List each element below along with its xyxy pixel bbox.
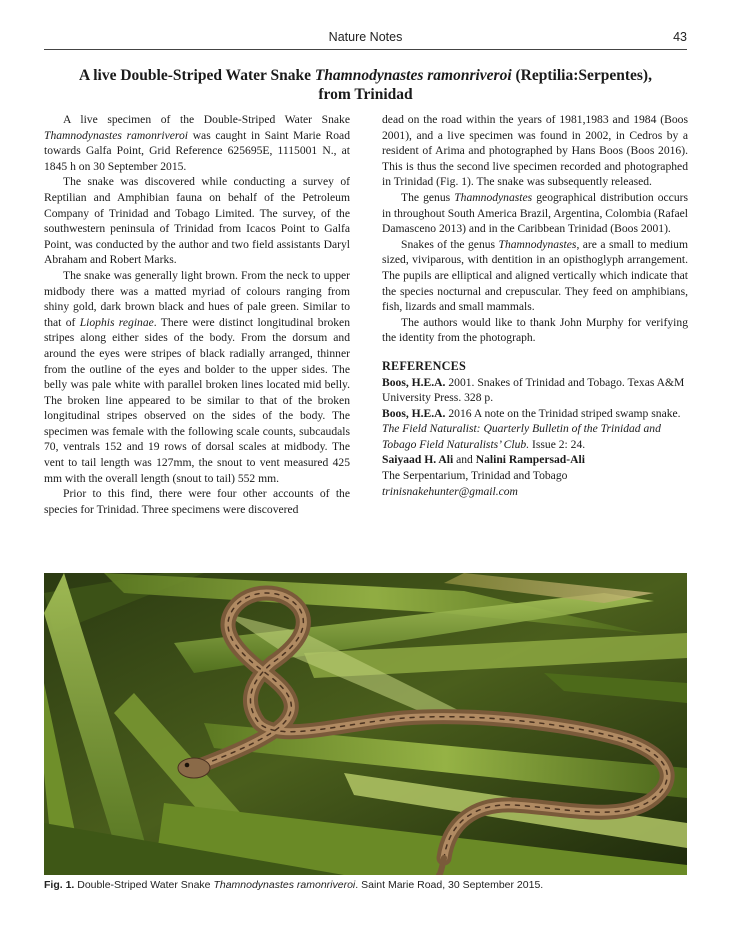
scientific-name: Thamnodynastes xyxy=(454,190,533,204)
text-run: geographical distribution occurs in throughout South America Brazil, Argentina, Colombia (Rafael Damasceno 2013) and in the Caribbean Trinidad (Boos 2001). xyxy=(382,190,688,236)
references-heading: REFERENCES xyxy=(382,358,466,373)
scientific-name: Thamnodynastes ramonriveroi xyxy=(44,128,189,142)
title-scientific-name: Thamnodynastes ramonriveroi xyxy=(314,67,512,84)
caption-scientific-name: Thamnodynastes ramonriveroi xyxy=(213,879,356,891)
reference-journal: The Field Naturalist: Quarterly Bulletin of the Trinidad and Tobago Field Naturalists’ Club. xyxy=(382,422,661,451)
paragraph: The snake was discovered while conducting a survey of Reptilian and Amphibian fauna on behalf of the Petroleum Company of Trinidad and Tobago Limited. The survey, of the southwestern peninsula of Trinidad from Icacos Point to Galfa Point, was conducted by the author and two field assistants Daryl Abraham and Robert Marks. xyxy=(44,175,350,267)
title-suffix: (Reptilia:Serpentes), xyxy=(511,67,652,84)
author-email: trinisnakehunter@gmail.com xyxy=(382,484,518,498)
text-run: , are a small to medium sized, viviparous, with dentition in an opisthoglyph arrangement. The pupils are elliptical and aligned vertically which indicate that the species nocturnal and crepuscular. They feed on amphibians, fish, lizards and small mammals. xyxy=(382,237,688,314)
figure-caption xyxy=(44,879,687,891)
right-column xyxy=(382,112,688,499)
title-line-2: from Trinidad xyxy=(318,86,413,103)
photo-illustration xyxy=(44,573,687,875)
article-title xyxy=(44,66,687,104)
journal-section-name: Nature Notes xyxy=(328,30,403,44)
author-name: Nalini Rampersad-Ali xyxy=(475,453,585,467)
caption-text: Double-Striped Water Snake xyxy=(74,879,214,891)
reference-author: Boos, H.E.A. xyxy=(382,406,446,420)
text-run: The snake was generally light brown. From the neck to upper midbody there was a matted myriad of colours ranging from shiny gold, dark brown black and hues of pale green. Similar to that of xyxy=(44,268,350,329)
paragraph xyxy=(44,112,350,174)
running-header xyxy=(44,28,687,48)
paragraph: dead on the road within the years of 1981,1983 and 1984 (Boos 2001), and a live specimen was found in 2002, in Cedros by a resident of Arima and photographed by Hans Boos (Boos 2016). This is thus the second live specimen recorded and photographed in Trinidad (Fig. 1). The snake was subsequently released. xyxy=(382,113,688,189)
author-name: Saiyaad H. Ali xyxy=(382,453,454,467)
text-run: A live specimen of the Double-Striped Water Snake xyxy=(63,113,350,126)
paragraph xyxy=(44,268,350,486)
reference-text: Issue 2: 24. xyxy=(529,437,586,451)
figure-label: Fig. 1. xyxy=(44,879,75,891)
title-prefix: A live Double-Striped Water Snake xyxy=(79,67,315,84)
text-run: was caught in Saint Marie Road towards Galfa Point, Grid Reference 625695E, 1115001 N., at 1845 h on 30 September 2015. xyxy=(44,128,350,173)
caption-text: . Saint Marie Road, 30 September 2015. xyxy=(355,879,544,891)
reference-item xyxy=(382,375,688,406)
scientific-name: Liophis reginae xyxy=(79,315,154,329)
left-column xyxy=(44,112,350,517)
paragraph xyxy=(382,237,688,315)
reference-text: 2001. Snakes of Trinidad and Tobago. Texas A&M University Press. 328 p. xyxy=(382,375,685,405)
reference-author: Boos, H.E.A. xyxy=(382,375,446,389)
paragraph: Prior to this find, there were four other accounts of the species for Trinidad. Three specimens were discovered xyxy=(44,487,350,516)
snake-photograph xyxy=(44,573,687,875)
reference-text: 2016 A note on the Trinidad striped swamp snake. xyxy=(445,406,681,420)
scientific-name: Thamnodynastes xyxy=(498,237,577,251)
author-joiner: and xyxy=(453,453,476,467)
text-run: Snakes of the genus xyxy=(401,237,499,251)
paragraph: The authors would like to thank John Murphy for verifying the identity from the photograph. xyxy=(382,315,688,345)
text-run: . There were distinct longitudinal broken stripes along either sides of the body. From the dorsum and around the eyes were stripes of black radially arranged, thinner from the outline of the eyes and bolder to the upper sides. The belly was pale white with parallel broken lines located mid belly. The broken line appeared to be similar to that of the broken longitudinal stripes observed on the sides of the body. The specimen was female with the following scale counts, subcaudals 70, ventrals 152 and 19 rows of dorsal scales at midbody. The vent to tail length was 127mm, the snout to vent measured 425 mm with the overall length (snout to tail) 552 mm. xyxy=(44,315,350,485)
author-affiliation: The Serpentarium, Trinidad and Tobago xyxy=(382,469,568,483)
page-number: 43 xyxy=(673,30,687,44)
author-names xyxy=(382,452,688,468)
reference-item xyxy=(382,406,688,453)
paragraph xyxy=(382,190,688,237)
text-run: The genus xyxy=(401,190,455,204)
header-rule xyxy=(44,49,687,50)
